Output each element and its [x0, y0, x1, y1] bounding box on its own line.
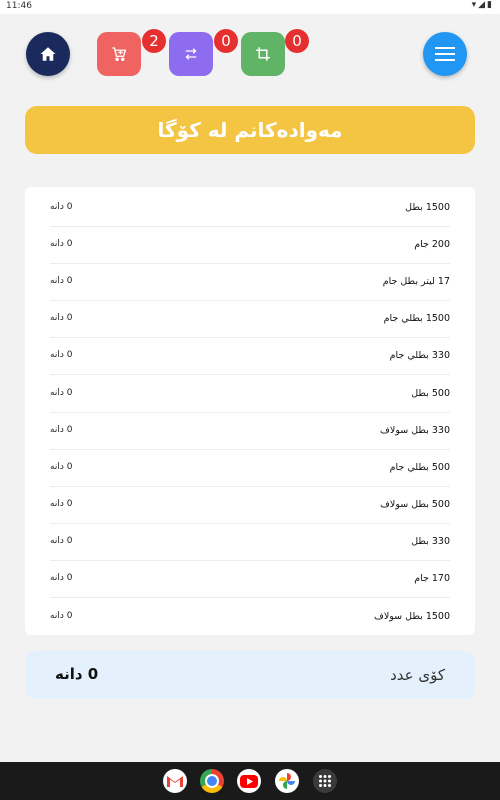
cart-count-badge: 2 — [142, 29, 166, 53]
item-quantity: 0 دانه — [50, 536, 73, 546]
status-bar — [0, 0, 500, 14]
list-item[interactable] — [50, 300, 450, 338]
list-item[interactable] — [50, 598, 450, 635]
stock-list — [25, 187, 475, 635]
total-summary — [25, 651, 475, 699]
item-quantity: 0 دانه — [50, 425, 73, 435]
item-quantity: 0 دانه — [50, 239, 73, 249]
item-name: 1500 بطلي جام — [383, 313, 450, 324]
list-item[interactable] — [50, 337, 450, 375]
item-name: 330 بطل — [411, 536, 450, 547]
home-button[interactable] — [26, 32, 70, 76]
item-name: 1500 بطل — [405, 202, 450, 213]
item-name: 330 بطل سولاف — [380, 425, 450, 436]
chrome-icon[interactable] — [200, 769, 224, 793]
item-name: 17 ليتر بطل جام — [382, 276, 450, 287]
item-quantity: 0 دانه — [50, 462, 73, 472]
gmail-icon[interactable] — [163, 769, 187, 793]
cart-button[interactable] — [97, 32, 141, 76]
item-quantity: 0 دانه — [50, 313, 73, 323]
item-name: 500 بطلي جام — [389, 462, 450, 473]
item-quantity: 0 دانه — [50, 350, 73, 360]
item-quantity: 0 دانه — [50, 388, 73, 398]
signal-icon: ◢ — [478, 0, 488, 10]
home-icon — [39, 45, 57, 63]
list-item[interactable] — [50, 486, 450, 524]
page-title-banner — [25, 106, 475, 154]
wifi-icon: ▾ — [471, 0, 479, 10]
item-quantity: 0 دانه — [50, 611, 73, 621]
item-name: 200 جام — [414, 239, 450, 250]
list-item[interactable] — [50, 412, 450, 450]
crop-button[interactable] — [241, 32, 285, 76]
system-dock — [0, 762, 500, 800]
list-item[interactable] — [50, 189, 450, 227]
crop-icon — [254, 45, 272, 63]
status-icons — [472, 0, 494, 10]
item-name: 170 جام — [414, 573, 450, 584]
item-quantity: 0 دانه — [50, 276, 73, 286]
photos-icon[interactable] — [275, 769, 299, 793]
list-item[interactable] — [50, 263, 450, 301]
menu-icon — [435, 46, 455, 62]
apps-grid-icon[interactable] — [313, 769, 337, 793]
total-value: 0 دانه — [55, 665, 99, 683]
crop-count-badge: 0 — [285, 29, 309, 53]
status-time: 11:46 — [6, 1, 32, 11]
list-item[interactable] — [50, 226, 450, 264]
page-title: مەوادەکانم لە کۆگا — [157, 118, 343, 142]
battery-icon: ▮ — [487, 0, 494, 10]
list-item[interactable] — [50, 560, 450, 598]
transfer-button[interactable] — [169, 32, 213, 76]
list-item[interactable] — [50, 523, 450, 561]
total-label: کۆی عدد — [390, 666, 445, 684]
swap-icon — [182, 45, 200, 63]
item-quantity: 0 دانه — [50, 573, 73, 583]
item-quantity: 0 دانه — [50, 202, 73, 212]
item-name: 500 بطل — [411, 388, 450, 399]
item-name: 330 بطلي جام — [389, 350, 450, 361]
list-item[interactable] — [50, 449, 450, 487]
item-name: 1500 بطل سولاف — [374, 611, 450, 622]
list-item[interactable] — [50, 375, 450, 413]
cart-icon — [110, 45, 128, 63]
transfer-count-badge: 0 — [214, 29, 238, 53]
youtube-icon[interactable] — [237, 769, 261, 793]
menu-button[interactable] — [423, 32, 467, 76]
item-quantity: 0 دانه — [50, 499, 73, 509]
item-name: 500 بطل سولاف — [380, 499, 450, 510]
